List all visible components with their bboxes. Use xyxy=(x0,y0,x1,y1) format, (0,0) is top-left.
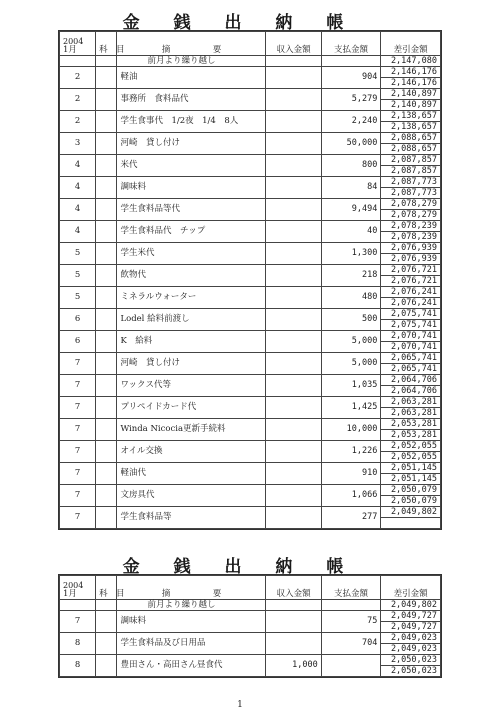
row-payment: 500 xyxy=(321,309,381,331)
row-balance-carry xyxy=(381,518,441,529)
carry-date xyxy=(60,56,96,67)
row-balance: 2,070,741 xyxy=(381,331,441,342)
row-payment: 84 xyxy=(321,177,381,199)
ledger-table-1 xyxy=(58,30,442,530)
row-balance: 2,076,241 xyxy=(381,287,441,298)
table-row xyxy=(60,419,441,430)
row-date: 6 xyxy=(60,331,96,353)
row-balance: 2,076,721 xyxy=(381,265,441,276)
row-balance-carry: 2,078,239 xyxy=(381,232,441,243)
carry-subject xyxy=(96,600,117,611)
row-balance-carry: 2,087,773 xyxy=(381,188,441,199)
row-subject xyxy=(96,287,117,309)
row-description: プリペイドカード代 xyxy=(117,397,266,419)
row-subject xyxy=(96,463,117,485)
row-description: 学生食事代 1/2夜 1/4 8人 xyxy=(117,111,266,133)
row-description: 文房具代 xyxy=(117,485,266,507)
row-description: 学生食料品等代 xyxy=(117,199,266,221)
row-balance-carry: 2,063,281 xyxy=(381,408,441,419)
header-payment: 支払金額 xyxy=(321,32,381,56)
row-balance-carry: 2,070,741 xyxy=(381,342,441,353)
table-row xyxy=(60,133,441,144)
table-row xyxy=(60,67,441,78)
row-date: 5 xyxy=(60,287,96,309)
row-subject xyxy=(96,243,117,265)
row-description: 軽油代 xyxy=(117,463,266,485)
row-income xyxy=(266,155,321,177)
row-description: 河崎 貸し付け xyxy=(117,133,266,155)
row-payment: 2,240 xyxy=(321,111,381,133)
row-description: ワックス代等 xyxy=(117,375,266,397)
row-payment: 910 xyxy=(321,463,381,485)
row-date: 4 xyxy=(60,221,96,243)
row-payment: 9,494 xyxy=(321,199,381,221)
row-payment: 904 xyxy=(321,67,381,89)
row-income xyxy=(266,89,321,111)
ledger-title-2: 金 銭 出 納 帳 xyxy=(122,557,358,577)
table-row xyxy=(60,265,441,276)
row-description: K 給料 xyxy=(117,331,266,353)
carry-date xyxy=(60,600,96,611)
row-income xyxy=(266,353,321,375)
row-income xyxy=(266,67,321,89)
row-income xyxy=(266,199,321,221)
row-income xyxy=(266,375,321,397)
table-row xyxy=(60,177,441,188)
row-subject xyxy=(96,177,117,199)
row-balance: 2,053,281 xyxy=(381,419,441,430)
row-date: 8 xyxy=(60,655,96,677)
row-description: 調味料 xyxy=(117,177,266,199)
row-description: Lodel 給料前渡し xyxy=(117,309,266,331)
table-row xyxy=(60,353,441,364)
row-income xyxy=(266,111,321,133)
row-subject xyxy=(96,199,117,221)
header-subject: 科 目 xyxy=(96,576,117,600)
row-balance-carry: 2,065,741 xyxy=(381,364,441,375)
table-row xyxy=(60,611,441,622)
row-payment: 1,300 xyxy=(321,243,381,265)
ledger-table-2 xyxy=(58,574,442,678)
row-subject xyxy=(96,155,117,177)
carry-over-desc: 前月より繰り越し xyxy=(117,56,266,67)
row-description: 学生食料品等 xyxy=(117,507,266,529)
row-subject xyxy=(96,67,117,89)
row-balance: 2,140,897 xyxy=(381,89,441,100)
row-balance-carry: 2,088,657 xyxy=(381,144,441,155)
row-date: 7 xyxy=(60,375,96,397)
row-balance: 2,146,176 xyxy=(381,67,441,78)
header-description: 摘 要 xyxy=(117,576,266,600)
row-payment: 277 xyxy=(321,507,381,529)
table-row xyxy=(60,331,441,342)
row-income xyxy=(266,287,321,309)
row-balance-carry: 2,138,657 xyxy=(381,122,441,133)
header-row xyxy=(60,32,441,56)
header-year: 2004 xyxy=(63,580,84,590)
row-balance-carry: 2,050,023 xyxy=(381,666,441,677)
row-description: 学生食料品代 チップ xyxy=(117,221,266,243)
row-payment: 50,000 xyxy=(321,133,381,155)
row-payment: 5,000 xyxy=(321,331,381,353)
table-row xyxy=(60,463,441,474)
carry-subject xyxy=(96,56,117,67)
row-date: 7 xyxy=(60,507,96,529)
row-date: 4 xyxy=(60,155,96,177)
row-subject xyxy=(96,265,117,287)
row-date: 3 xyxy=(60,133,96,155)
row-payment: 480 xyxy=(321,287,381,309)
row-balance-carry: 2,076,241 xyxy=(381,298,441,309)
row-date: 6 xyxy=(60,309,96,331)
header-balance: 差引金額 xyxy=(381,576,441,600)
ledger-grid xyxy=(59,31,441,529)
row-income xyxy=(266,485,321,507)
row-balance: 2,049,023 xyxy=(381,633,441,644)
row-date: 8 xyxy=(60,633,96,655)
row-payment: 704 xyxy=(321,633,381,655)
row-income xyxy=(266,397,321,419)
row-payment xyxy=(321,655,381,677)
carry-over-row xyxy=(60,600,441,611)
row-balance-carry: 2,076,939 xyxy=(381,254,441,265)
row-balance: 2,063,281 xyxy=(381,397,441,408)
row-balance: 2,076,939 xyxy=(381,243,441,254)
row-balance-carry: 2,064,706 xyxy=(381,386,441,397)
row-payment: 1,425 xyxy=(321,397,381,419)
row-balance-carry: 2,050,079 xyxy=(381,496,441,507)
row-description: ミネラルウォーター xyxy=(117,287,266,309)
row-balance: 2,138,657 xyxy=(381,111,441,122)
row-balance: 2,087,857 xyxy=(381,155,441,166)
table-row xyxy=(60,633,441,644)
row-payment: 75 xyxy=(321,611,381,633)
row-date: 5 xyxy=(60,265,96,287)
row-description: 学生食料品及び日用品 xyxy=(117,633,266,655)
row-subject xyxy=(96,633,117,655)
row-date: 2 xyxy=(60,89,96,111)
row-income xyxy=(266,419,321,441)
header-subject: 科 目 xyxy=(96,32,117,56)
carry-income xyxy=(266,600,321,611)
table-row xyxy=(60,287,441,298)
row-payment: 40 xyxy=(321,221,381,243)
row-income xyxy=(266,633,321,655)
carry-payment xyxy=(321,56,381,67)
row-description: 事務所 食料品代 xyxy=(117,89,266,111)
table-row xyxy=(60,155,441,166)
row-balance-carry: 2,076,721 xyxy=(381,276,441,287)
header-month: 1月 xyxy=(63,44,77,55)
row-description: 調味料 xyxy=(117,611,266,633)
row-subject xyxy=(96,397,117,419)
row-balance: 2,050,023 xyxy=(381,655,441,666)
row-payment: 218 xyxy=(321,265,381,287)
table-row xyxy=(60,655,441,666)
row-date: 4 xyxy=(60,199,96,221)
row-date: 7 xyxy=(60,441,96,463)
header-income: 収入金額 xyxy=(266,576,321,600)
row-description: Winda Nicocia更新手続料 xyxy=(117,419,266,441)
header-description: 摘 要 xyxy=(117,32,266,56)
row-subject xyxy=(96,441,117,463)
row-balance: 2,075,741 xyxy=(381,309,441,320)
row-balance: 2,052,055 xyxy=(381,441,441,452)
row-date: 4 xyxy=(60,177,96,199)
row-balance-carry: 2,140,897 xyxy=(381,100,441,111)
row-income xyxy=(266,441,321,463)
row-income xyxy=(266,611,321,633)
row-balance: 2,064,706 xyxy=(381,375,441,386)
row-description: 学生米代 xyxy=(117,243,266,265)
carry-over-balance: 2,049,802 xyxy=(381,600,441,611)
header-month: 1月 xyxy=(63,588,77,599)
carry-over-balance: 2,147,080 xyxy=(381,56,441,67)
row-income xyxy=(266,177,321,199)
row-balance-carry: 2,049,023 xyxy=(381,644,441,655)
table-row xyxy=(60,111,441,122)
header-income: 収入金額 xyxy=(266,32,321,56)
row-balance: 2,078,279 xyxy=(381,199,441,210)
table-row xyxy=(60,507,441,518)
row-balance-carry: 2,078,279 xyxy=(381,210,441,221)
row-date: 7 xyxy=(60,397,96,419)
row-subject xyxy=(96,331,117,353)
row-date: 2 xyxy=(60,67,96,89)
row-date: 7 xyxy=(60,419,96,441)
row-income xyxy=(266,507,321,529)
row-payment: 5,000 xyxy=(321,353,381,375)
ledger-grid xyxy=(59,575,441,677)
row-income xyxy=(266,243,321,265)
row-balance: 2,065,741 xyxy=(381,353,441,364)
row-income xyxy=(266,331,321,353)
carry-income xyxy=(266,56,321,67)
header-row xyxy=(60,576,441,600)
table-row xyxy=(60,243,441,254)
row-balance: 2,078,239 xyxy=(381,221,441,232)
row-subject xyxy=(96,419,117,441)
page-number: 1 xyxy=(237,700,243,710)
row-income: 1,000 xyxy=(266,655,321,677)
row-date: 5 xyxy=(60,243,96,265)
row-description: 飲物代 xyxy=(117,265,266,287)
row-description: 河崎 貸し付け xyxy=(117,353,266,375)
row-subject xyxy=(96,375,117,397)
row-date: 7 xyxy=(60,611,96,633)
table-row xyxy=(60,375,441,386)
carry-payment xyxy=(321,600,381,611)
row-subject xyxy=(96,111,117,133)
row-balance-carry: 2,075,741 xyxy=(381,320,441,331)
header-date xyxy=(60,32,96,56)
row-payment: 1,226 xyxy=(321,441,381,463)
row-date: 7 xyxy=(60,485,96,507)
row-balance: 2,049,727 xyxy=(381,611,441,622)
row-balance-carry: 2,053,281 xyxy=(381,430,441,441)
row-description: オイル交換 xyxy=(117,441,266,463)
row-payment: 10,000 xyxy=(321,419,381,441)
table-row xyxy=(60,397,441,408)
row-payment: 800 xyxy=(321,155,381,177)
row-income xyxy=(266,265,321,287)
header-payment: 支払金額 xyxy=(321,576,381,600)
table-row xyxy=(60,309,441,320)
row-balance: 2,088,657 xyxy=(381,133,441,144)
row-date: 7 xyxy=(60,463,96,485)
header-year: 2004 xyxy=(63,36,84,46)
header-date xyxy=(60,576,96,600)
table-row xyxy=(60,199,441,210)
row-income xyxy=(266,309,321,331)
table-row xyxy=(60,485,441,496)
row-balance: 2,087,773 xyxy=(381,177,441,188)
row-subject xyxy=(96,133,117,155)
row-date: 7 xyxy=(60,353,96,375)
row-subject xyxy=(96,221,117,243)
row-subject xyxy=(96,655,117,677)
row-balance-carry: 2,087,857 xyxy=(381,166,441,177)
row-subject xyxy=(96,353,117,375)
carry-over-desc: 前月より繰り越し xyxy=(117,600,266,611)
row-balance-carry: 2,049,727 xyxy=(381,622,441,633)
row-payment: 5,279 xyxy=(321,89,381,111)
row-income xyxy=(266,463,321,485)
row-payment: 1,035 xyxy=(321,375,381,397)
row-subject xyxy=(96,611,117,633)
row-description: 米代 xyxy=(117,155,266,177)
row-income xyxy=(266,221,321,243)
header-balance: 差引金額 xyxy=(381,32,441,56)
row-subject xyxy=(96,507,117,529)
ledger-title-1: 金 銭 出 納 帳 xyxy=(122,13,358,33)
row-balance-carry: 2,052,055 xyxy=(381,452,441,463)
row-balance: 2,049,802 xyxy=(381,507,441,518)
row-date: 2 xyxy=(60,111,96,133)
row-subject xyxy=(96,485,117,507)
table-row xyxy=(60,89,441,100)
row-balance-carry: 2,051,145 xyxy=(381,474,441,485)
row-payment: 1,066 xyxy=(321,485,381,507)
row-subject xyxy=(96,309,117,331)
row-subject xyxy=(96,89,117,111)
row-balance-carry: 2,146,176 xyxy=(381,78,441,89)
row-income xyxy=(266,133,321,155)
row-balance: 2,051,145 xyxy=(381,463,441,474)
carry-over-row xyxy=(60,56,441,67)
table-row xyxy=(60,441,441,452)
row-description: 軽油 xyxy=(117,67,266,89)
table-row xyxy=(60,221,441,232)
row-balance: 2,050,079 xyxy=(381,485,441,496)
row-description: 豊田さん・高田さん昼食代 xyxy=(117,655,266,677)
